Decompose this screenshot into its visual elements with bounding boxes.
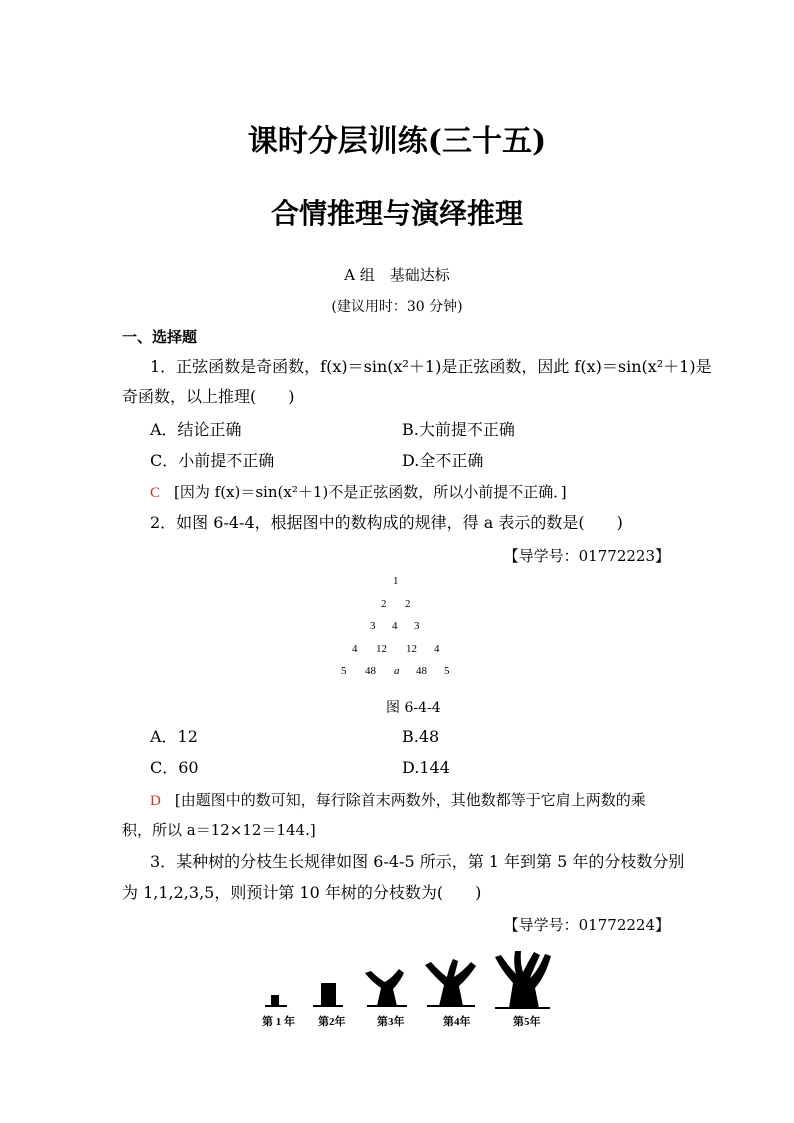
triangle-cell: 2 [381,598,387,610]
q2-answer-line2: 积，所以 a＝12×12＝144.] [122,821,316,839]
time-hint: (建议用时：30 分钟) [331,299,463,315]
q2-reference: 【导学号：01772223】 [503,547,670,565]
q2-answer-text: [由题图中的数可知，每行除首末两数外，其他数都等于它肩上两数的乘 [174,791,646,809]
q1-option-b: B.大前提不正确 [402,420,515,439]
triangle-cell: 48 [365,665,376,677]
q1-line1: 1．正弦函数是奇函数，f(x)＝sin(x²＋1)是正弦函数，因此 f(x)＝sin(x²＋1)是 [150,357,712,376]
triangle-cell: 5 [341,665,347,677]
page-subtitle: 合情推理与演绎推理 [270,197,523,230]
triangle-cell: 2 [405,598,411,610]
q1-answer-letter: C [150,485,161,501]
triangle-cell: 48 [416,665,427,677]
q1-option-c: C．小前提不正确 [150,451,275,470]
tree-year-3-icon [365,969,407,1007]
q2-option-c: C．60 [150,758,199,777]
year-label: 第4年 [443,1016,471,1028]
q3-line2: 为 1,1,2,3,5，则预计第 10 年树的分枝数为( ) [122,883,482,902]
year-label: 第2年 [318,1016,346,1028]
figure-caption: 图 6-4-4 [386,700,441,716]
q3-reference: 【导学号：01772224】 [503,916,670,934]
triangle-cell: 4 [434,643,440,655]
q1-line2: 奇函数，以上推理( ) [122,387,295,406]
triangle-cell: a [394,665,400,677]
q1-option-a: A．结论正确 [150,420,242,439]
triangle-cell: 4 [392,620,398,632]
tree-year-2-icon [313,983,343,1007]
triangle-cell: 12 [376,643,387,655]
triangle-cell: 3 [414,620,420,632]
tree-year-1-icon [265,995,287,1007]
year-label: 第5年 [513,1016,541,1028]
triangle-cell: 1 [393,575,399,587]
year-label: 第3年 [377,1016,405,1028]
q3-line1: 3．某种树的分枝生长规律如图 6-4-5 所示，第 1 年到第 5 年的分枝数分别 [150,852,685,871]
triangle-cell: 12 [406,643,417,655]
group-label: A 组 基础达标 [344,266,450,284]
q2-answer-letter: D [150,793,161,809]
q1-answer [150,481,567,502]
q2-answer [150,789,646,810]
q2-option-d: D.144 [402,758,450,777]
q2-line1: 2．如图 6-4-4，根据图中的数构成的规律，得 a 表示的数是( ) [150,513,623,532]
tree-year-4-icon [425,959,476,1007]
triangle-cell: 3 [370,620,376,632]
year-label: 第 1 年 [262,1016,295,1028]
page-title: 课时分层训练(三十五) [247,124,547,159]
triangle-cell: 5 [444,665,450,677]
tree-year-5-icon [495,951,551,1009]
q1-option-d: D.全不正确 [402,451,484,470]
q2-option-b: B.48 [402,727,440,746]
q1-answer-text: [因为 f(x)＝sin(x²＋1)不是正弦函数，所以小前提不正确．] [174,483,567,501]
q2-option-a: A．12 [150,727,198,746]
section-heading: 一、选择题 [122,328,198,346]
triangle-cell: 4 [352,643,358,655]
tree-growth-figure [255,945,565,1013]
